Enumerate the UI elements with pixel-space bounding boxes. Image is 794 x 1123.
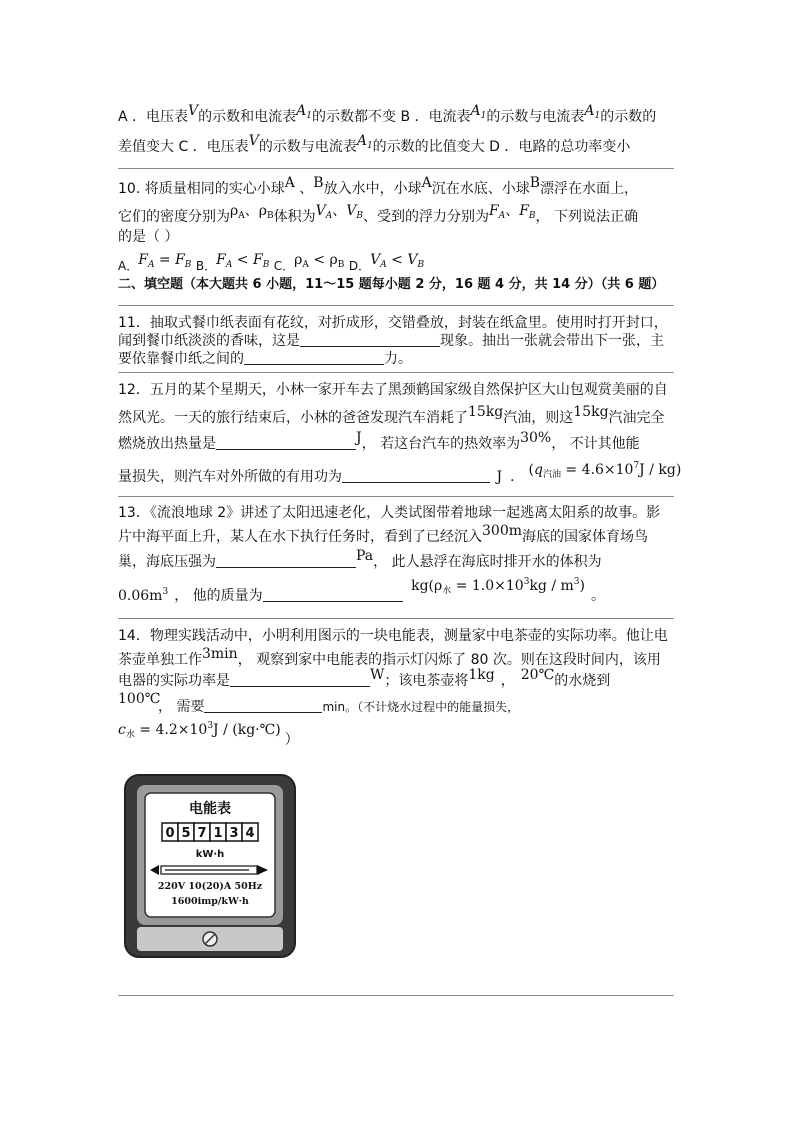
meter-digit: 0	[165, 826, 175, 841]
q10-text: 、	[294, 181, 314, 197]
q11-line-2	[118, 332, 664, 350]
q9-option-d-text: 的示数的比值变大 D ．电路的总功率变小	[372, 139, 631, 155]
water-density-formula: $kg(\rho_水 = 1.0\times 10^3kg / m^3)$	[411, 577, 585, 596]
q9-line-2	[118, 133, 631, 161]
symbol-rho-b: $\rho_B$	[258, 203, 274, 221]
meter-digit: 5	[181, 826, 191, 841]
fuel-heat-value-formula: $(q_{汽油} = 4.6\times 10^7J / kg)$	[528, 461, 682, 480]
electric-meter-illustration	[123, 773, 297, 959]
q13-text: 巢，海底压强为	[118, 554, 216, 570]
symbol-f-b: $F_B$	[519, 203, 536, 221]
q10-text: 、受到的浮力分别为	[362, 209, 489, 225]
q9-text: 的示数与电流表	[486, 109, 585, 125]
meter-digit: 7	[197, 826, 207, 841]
q10-line-3	[118, 228, 178, 246]
q14-text: ；该电茶壶将	[384, 673, 469, 689]
symbol-ammeter-a1: $A_1$	[296, 103, 313, 121]
value-time: 3min	[202, 646, 238, 662]
symbol-ammeter-a1: $A_1$	[356, 133, 373, 151]
q13-text: ， 此人悬浮在海底时排开水的体积为	[373, 554, 602, 570]
symbol-ammeter-a1: $A_1$	[470, 103, 487, 121]
meter-digit: 4	[245, 826, 255, 841]
unit-joule: J	[496, 469, 503, 485]
q10-text: 它们的密度分别为	[118, 209, 230, 225]
answer-blank[interactable]	[263, 587, 403, 602]
q11-text: 现象。抽出一张就会带出下一张，主	[440, 333, 664, 349]
q12-text: 汽油，则这	[503, 410, 574, 426]
q13-text: ， 他的质量为	[174, 588, 263, 604]
q12-text: 燃烧放出热量是	[118, 436, 216, 452]
q13-text: 海底的国家体育场鸟	[522, 529, 648, 545]
meter-unit: kW·h	[195, 849, 225, 860]
q14-text: ）	[284, 732, 299, 748]
answer-blank[interactable]	[342, 468, 490, 483]
q14-line-2	[118, 646, 661, 669]
q11-text: 要依靠餐巾纸之间的	[118, 351, 244, 367]
q11-text: 闻到餐巾纸淡淡的香味，这是	[118, 333, 300, 349]
divider	[118, 168, 674, 169]
q12-text: 汽油完全	[608, 410, 665, 426]
symbol-rho-a: $\rho_A$	[230, 203, 245, 221]
q13-text: 。	[591, 588, 605, 604]
value-fuel-mass: 15kg	[468, 404, 504, 420]
answer-blank[interactable]	[244, 350, 384, 365]
meter-digit: 3	[229, 826, 239, 841]
q10-option-d-label: D．	[348, 259, 371, 273]
q14-text: ， 观察到家中电能表的指示灯闪烁了 80 次。则在这段时间内，该用	[237, 652, 661, 668]
q14-line-3	[118, 667, 611, 690]
q10-text: ， 下列说法正确	[535, 209, 638, 225]
meter-spec-2: 1600imp/kW·h	[171, 896, 249, 907]
unit-watt: W	[370, 667, 385, 683]
q10-option-b-formula: $F_A < F_B$	[216, 252, 270, 270]
value-end-temp: 100℃	[118, 691, 161, 707]
symbol-v-a: $V_A$	[315, 203, 333, 221]
symbol-f-a: $F_A$	[488, 203, 506, 221]
q12-line-3	[118, 430, 640, 453]
q9-option-a-text: A ．电压表	[118, 109, 189, 125]
meter-digits	[162, 823, 258, 841]
answer-blank[interactable]	[216, 553, 356, 568]
q12-text: ， 不计其他能	[551, 436, 640, 452]
specific-heat-formula: $c_水 = 4.2\times 10^3J$ / (kg·℃)	[118, 721, 281, 740]
q12-line-2	[118, 404, 665, 427]
unit-pascal: Pa	[356, 548, 374, 564]
value-efficiency: 30%	[520, 430, 552, 446]
q13-text: 片中海平面上升，某人在水下执行任务时，看到了已经沉入	[118, 529, 482, 545]
symbol-voltmeter: V	[188, 103, 199, 119]
value-fuel-mass: 15kg	[573, 404, 609, 420]
q10-option-c-formula: $\rho_A < \rho_B$	[294, 252, 345, 270]
q10-option-a-label: A．	[118, 259, 139, 273]
q14-text: ，	[500, 673, 515, 689]
q9-line-1	[118, 103, 657, 131]
q13-line-1: 13．《流浪地球 2》讲述了太阳迅速老化，人类试图带着地球一起逃离太阳系的故事。影	[118, 505, 661, 521]
q14-text: 电器的实际功率是	[118, 673, 230, 689]
electric-meter-figure	[123, 773, 297, 963]
symbol-v-b: $V_B$	[346, 203, 363, 221]
q10-line-2	[118, 203, 638, 231]
q10-text: 放入水中，小球	[323, 181, 422, 197]
divider	[118, 305, 674, 306]
symbol-ammeter-a1: $A_1$	[584, 103, 601, 121]
q10-text: 、	[332, 203, 347, 219]
q10-line-1	[118, 175, 639, 198]
symbol-ball-b: B	[529, 175, 541, 191]
q10-option-d-formula: $V_A < V_B$	[370, 252, 425, 270]
q9-option-c-text: 差值变大 C ．电压表	[118, 139, 249, 155]
symbol-ball-a: A	[284, 175, 295, 191]
q10-option-a-formula: $F_A = F_B$	[138, 252, 192, 270]
meter-spec-1: 220V 10(20)A 50Hz	[157, 881, 263, 892]
q14-text: 茶壶单独工作	[118, 652, 202, 668]
q10-text: 的是（ ）	[118, 229, 179, 245]
q13-line-2	[118, 523, 648, 546]
value-start-temp: 20℃	[520, 667, 555, 683]
meter-title: 电能表	[189, 801, 231, 817]
symbol-ball-a: A	[421, 175, 432, 191]
q10-option-c-label: C．	[273, 259, 295, 273]
q10-text: 、	[505, 203, 520, 219]
divider	[118, 496, 674, 497]
q14-line-5	[118, 717, 299, 748]
divider	[118, 372, 674, 373]
meter-digit: 1	[213, 826, 223, 841]
q9-text: 的示数和电流表	[198, 109, 297, 125]
q12-text: 量损失，则汽车对外所做的有用功为	[118, 469, 342, 485]
q12-text: 然风光。一天的旅行结束后，小林的爸爸发现汽车消耗了	[118, 410, 468, 426]
q14-text: 的水烧到	[554, 673, 611, 689]
q10-options	[118, 251, 424, 274]
q9-option-b-text: 的示数都不变 B ．电流表	[312, 109, 471, 125]
divider	[118, 995, 674, 996]
q11-line-3	[118, 350, 412, 368]
value-depth: 300m	[482, 523, 522, 539]
q12-line-4: 量损失，则汽车对外所做的有用功为 J ． $(q_{汽油} = 4.6\times 10^7J / kg)$	[118, 461, 682, 485]
q14-line-1: 14．物理实践活动中，小明利用图示的一块电能表，测量家中电茶壶的实际功率。他让电	[118, 628, 668, 644]
q13-line-4	[118, 577, 605, 610]
answer-blank[interactable]	[216, 435, 356, 450]
q14-line-4	[118, 698, 519, 716]
q10-text: 沉在水底、小球	[431, 181, 530, 197]
q9-text: 的示数与电流表	[258, 139, 357, 155]
q10-text: 体积为	[273, 209, 316, 225]
symbol-voltmeter: V	[248, 133, 259, 149]
section-heading: 二、填空题（本大题共 6 小题，11～15 题每小题 2 分，16 题 4 分，共 14 分）（共 6 题）	[118, 277, 665, 292]
q11-text: 力。	[384, 351, 412, 367]
q10-text: 、	[244, 203, 259, 219]
q10-text: 10. 将质量相同的实心小球	[118, 181, 285, 197]
answer-blank[interactable]	[300, 332, 440, 347]
q10-text: 漂浮在水面上，	[540, 181, 639, 197]
q11-line-1: 11．抽取式餐巾纸表面有花纹，对折成形，交错叠放，封装在纸盒里。使用时打开封口，	[118, 315, 668, 331]
symbol-ball-b: B	[313, 175, 324, 191]
answer-blank[interactable]	[230, 672, 370, 687]
value-volume: $0.06m^3$	[118, 587, 169, 604]
q9-text: 的示数的	[600, 109, 657, 125]
unit-joule: J	[356, 430, 362, 446]
q14-text: ， 需要	[158, 699, 205, 715]
divider	[118, 618, 674, 619]
answer-blank[interactable]	[204, 698, 322, 713]
q14-text: min。（不计烧水过程中的能量损失，	[322, 700, 520, 714]
q12-text: ， 若这台汽车的热效率为	[361, 436, 521, 452]
value-water-mass: 1kg	[468, 667, 495, 683]
q12-line-1: 12．五月的某个星期天，小林一家开车去了黑颈鹤国家级自然保护区大山包观赏美丽的自	[118, 382, 668, 398]
q10-option-b-label: B．	[195, 259, 217, 273]
q13-line-3	[118, 548, 602, 571]
